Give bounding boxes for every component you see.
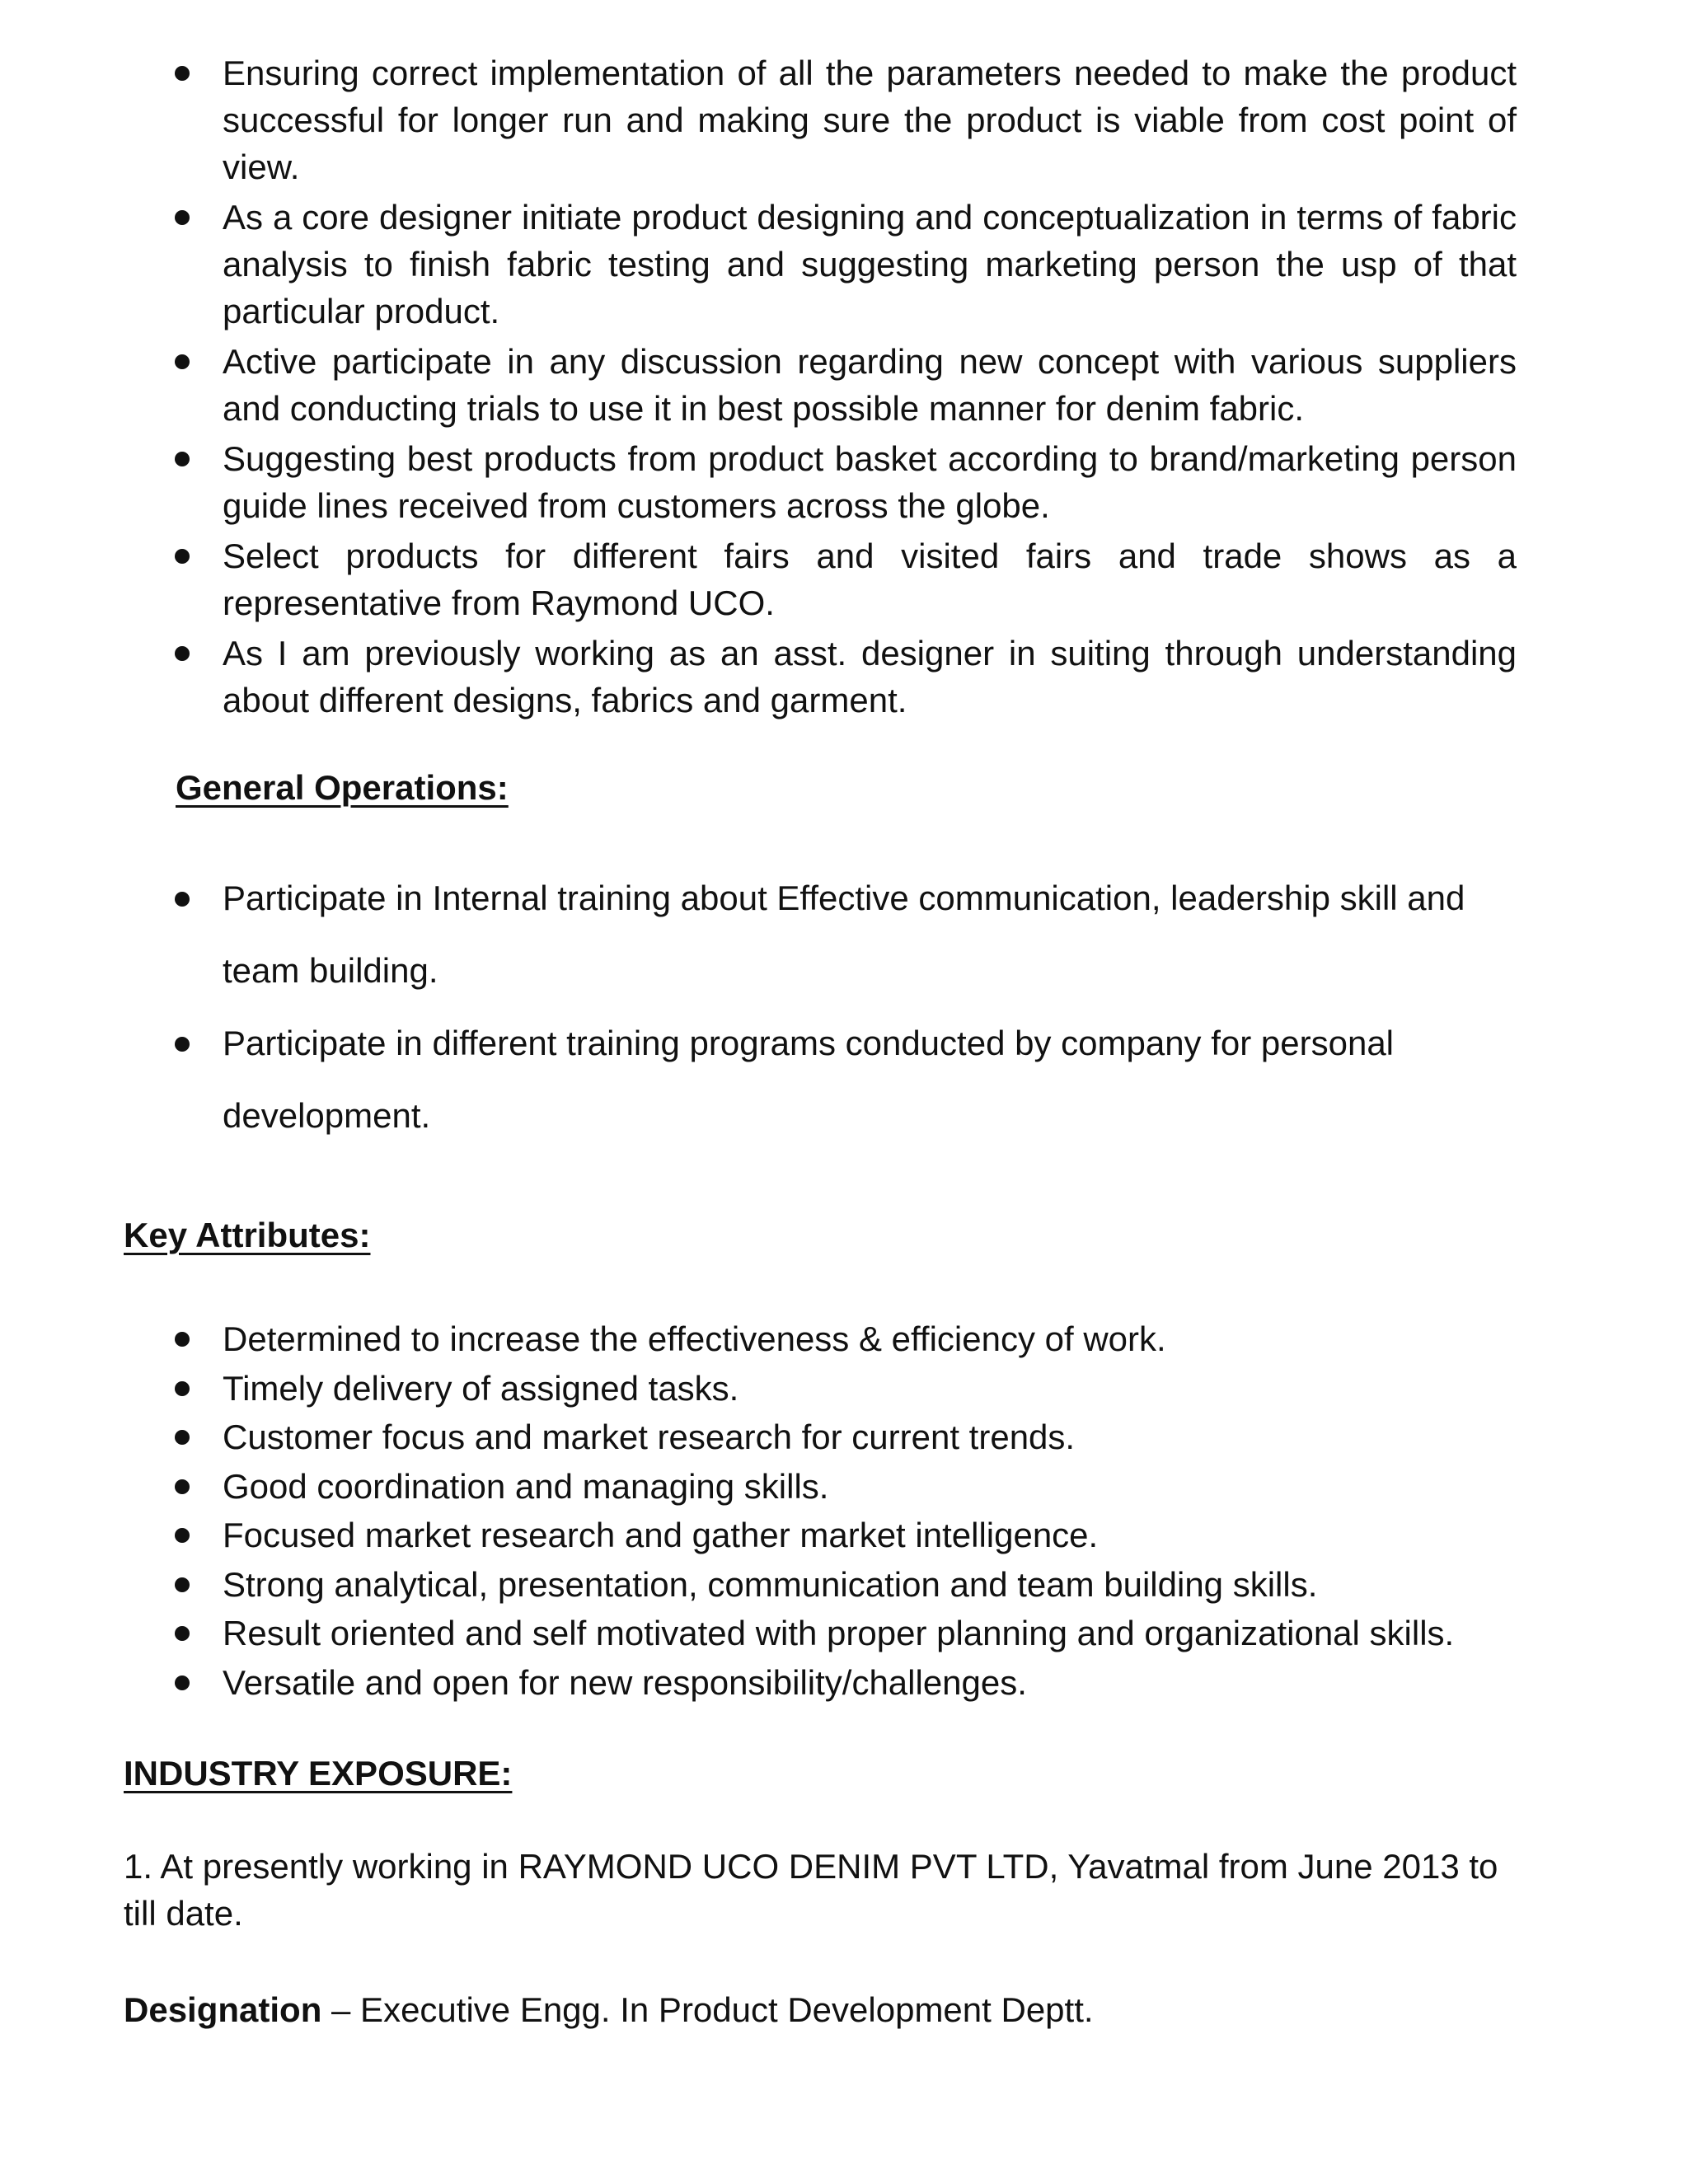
- general-operations-list: [223, 862, 1517, 1152]
- bullet-icon: [175, 354, 190, 369]
- bullet-icon: [175, 1626, 190, 1641]
- list-item-text: Good coordination and managing skills.: [223, 1466, 829, 1506]
- bullet-icon: [175, 1479, 190, 1494]
- list-item-text: Suggesting best products from product basket according to brand/marketing person guide lines received from customers across the globe.: [223, 439, 1517, 525]
- key-attributes-list: [223, 1315, 1541, 1707]
- list-item: [223, 630, 1517, 724]
- list-item-text: Timely delivery of assigned tasks.: [223, 1368, 739, 1408]
- list-item-text: Participate in different training programs conducted by company for personal development.: [223, 1024, 1395, 1135]
- bullet-icon: [175, 1381, 190, 1396]
- key-attributes-heading: Key Attributes:: [124, 1216, 371, 1254]
- list-item-text: Versatile and open for new responsibility/challenges.: [223, 1662, 1027, 1702]
- list-item: [223, 435, 1517, 529]
- list-item-text: As I am previously working as an asst. designer in suiting through understanding about different designs, fabrics and garment.: [223, 634, 1517, 719]
- list-item-text: Active participate in any discussion regarding new concept with various suppliers and conducting trials to use it in best possible manner for denim fabric.: [223, 342, 1517, 428]
- list-item: [223, 1658, 1541, 1708]
- bullet-icon: [175, 66, 190, 81]
- list-item: [223, 49, 1517, 190]
- bullet-icon: [175, 646, 190, 661]
- list-item: [223, 1413, 1541, 1462]
- general-operations-heading: General Operations:: [176, 768, 509, 807]
- list-item: [223, 1462, 1541, 1511]
- designation-label: Designation: [124, 1990, 322, 2029]
- list-item-text: Focused market research and gather market intelligence.: [223, 1516, 1099, 1554]
- list-item: [223, 194, 1517, 335]
- list-item-text: Select products for different fairs and visited fairs and trade shows as a representative from Raymond UCO.: [223, 537, 1517, 622]
- list-item: [223, 1560, 1541, 1610]
- experience-entry: 1. At presently working in RAYMOND UCO DENIM PVT LTD, Yavatmal from June 2013 to till date.: [124, 1847, 1498, 1933]
- designation-line: [124, 1986, 1094, 2033]
- industry-exposure-heading: INDUSTRY EXPOSURE:: [124, 1754, 513, 1793]
- list-item: [223, 1364, 1541, 1413]
- list-item-text: Strong analytical, presentation, communication and team building skills.: [223, 1564, 1318, 1604]
- list-item-text: As a core designer initiate product designing and conceptualization in terms of fabric analysis to finish fabric testing and suggesting marketing person the usp of that particular product.: [223, 198, 1517, 330]
- bullet-icon: [175, 1528, 190, 1543]
- list-item: [223, 1007, 1517, 1152]
- responsibilities-list: [223, 49, 1517, 727]
- list-item: [223, 1511, 1541, 1560]
- bullet-icon: [175, 1332, 190, 1347]
- list-item: [223, 338, 1517, 432]
- bullet-icon: [175, 210, 190, 225]
- list-item-text: Participate in Internal training about Effective communication, leadership skill and team building.: [223, 879, 1465, 990]
- bullet-icon: [175, 452, 190, 466]
- bullet-icon: [175, 892, 190, 907]
- list-item: [223, 532, 1517, 626]
- bullet-icon: [175, 1037, 190, 1052]
- bullet-icon: [175, 1577, 190, 1592]
- list-item-text: Determined to increase the effectiveness & efficiency of work.: [223, 1319, 1166, 1358]
- list-item-text: Ensuring correct implementation of all the parameters needed to make the product successful for longer run and making sure the product is viable from cost point of view.: [223, 54, 1517, 186]
- list-item-text: Customer focus and market research for current trends.: [223, 1418, 1076, 1456]
- bullet-icon: [175, 549, 190, 564]
- list-item: [223, 862, 1517, 1007]
- list-item: [223, 1609, 1541, 1658]
- designation-value: – Executive Engg. In Product Development Deptt.: [321, 1990, 1094, 2029]
- list-item: [223, 1315, 1541, 1364]
- list-item-text: Result oriented and self motivated with proper planning and organizational skills.: [223, 1614, 1455, 1652]
- bullet-icon: [175, 1675, 190, 1690]
- bullet-icon: [175, 1430, 190, 1445]
